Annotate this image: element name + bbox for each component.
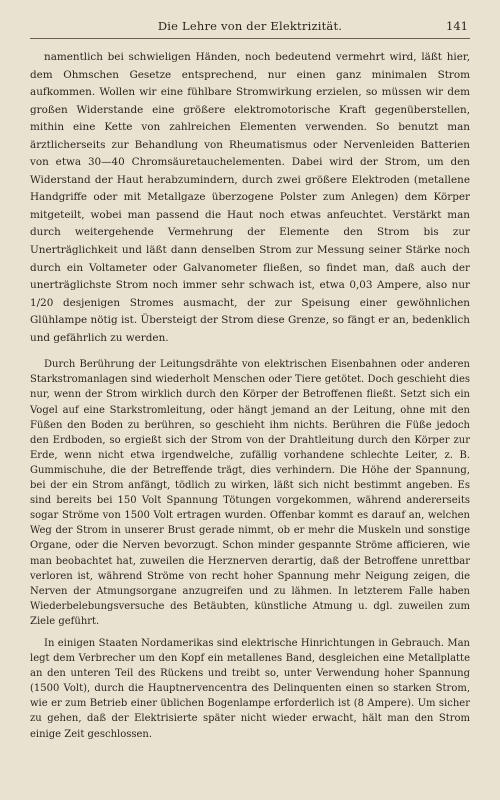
paragraph-current-strength: namentlich bei schwieligen Händen, noch bedeutend vermehrt wird, läßt hier, dem Ohmschen Gesetze entsprechend, nur einen ganz minimalen Strom aufkommen. Wollen wir eine fühlbare Stromwirkung erzielen, so müssen wir dem großen Widerstande eine größere elektromotorische Kraft gegenüberstellen, mithin eine Kette von zahlreichen Elementen verwenden. So benutzt man ärztlicherseits zur Behandlung von Rheumatismus oder Nervenleiden Batterien von etwa 30—40 Chromsäuretauchelementen. Dabei wird der Strom, um den Widerstand der Haut herabzumindern, durch zwei größere Elektroden (metallene Handgriffe oder mit Metallgaze überzogene Polster zum Anlegen) dem Körper mitgeteilt, wobei man passend die Haut noch etwas anfeuchtet. Verstärkt man durch weitergehende Vermehrung der Elemente den Strom bis zur Unerträglichkeit und läßt dann denselben Strom zur Messung seiner Stärke noch durch ein Voltameter oder Galvanometer fließen, so findet man, daß auch der unerträglichste Strom noch immer sehr schwach ist, etwa 0,03 Ampere, also nur 1/20 desjenigen Stromes ausmacht, der zur Speisung einer gewöhnlichen Glühlampe nötig ist. Übersteigt der Strom diese Grenze, so fängt er an, bedenklich und gefährlich zu werden. xyxy=(30,51,470,344)
paragraph-electric-executions: In einigen Staaten Nordamerikas sind elektrische Hinrichtungen in Gebrauch. Man legt dem Verbrecher um den Kopf ein metallenes Band, desgleichen eine Metallplatte an den unteren Teil des Rückens und treibt so, unter Verwendung hoher Spannung (1500 Volt), durch die Hauptnervencentra des Delinquenten einen so starken Strom, wie er zum Betrieb einer üblichen Bogenlampe erforderlich ist (8 Ampere). Um sicher zu gehen, daß der Elektrisierte später nicht wieder erwacht, hält man den Strom einige Zeit geschlossen. xyxy=(30,637,470,740)
paragraph-electric-accidents: Durch Berührung der Leitungsdrähte von elektrischen Eisenbahnen oder anderen Starkstromanlagen sind wiederholt Menschen oder Tiere getötet. Doch geschieht dies nur, wenn der Strom wirklich durch den Körper der Betroffenen fließt. Setzt sich ein Vogel auf eine Starkstromleitung, oder hängt jemand an der Leitung, ohne mit den Füßen den Boden zu berühren, so geschieht ihm nichts. Berühren die Füße jedoch den Erdboden, so ergießt sich der Strom von der Drahtleitung durch den Körper zur Erde, wenn nicht etwa irgendwelche, zufällig vorhandene schlechte Leiter, z. B. Gummischuhe, die der Betreffende trägt, dies verhindern. Die Höhe der Spannung, bei der ein Strom anfängt, tödlich zu wirken, läßt sich nicht bestimmt angeben. Es sind bereits bei 150 Volt Spannung Tötungen vorgekommen, während andererseits sogar Ströme von 1500 Volt ertragen wurden. Offenbar kommt es darauf an, welchen Weg der Strom in unserer Brust gerade nimmt, ob er mehr die Muskeln und sonstige Organe, oder die Nerven bevorzugt. Schon minder gespannte Ströme afficieren, wie man beobachtet hat, zuweilen die Herznerven derartig, daß der Betroffene unrettbar verloren ist, während Ströme von recht hoher Spannung mehr Neigung zeigen, die Nerven der Atmungsorgane anzugreifen und zu lähmen. In letzterem Falle haben Wiederbelebungsversuche des Betäubten, künstliche Atmung u. dgl. zuweilen zum Ziele geführt. xyxy=(30,359,470,627)
running-title: Die Lehre von der Elektrizität. xyxy=(157,19,343,33)
page-number: 141 xyxy=(446,19,468,33)
page-header xyxy=(30,16,470,39)
